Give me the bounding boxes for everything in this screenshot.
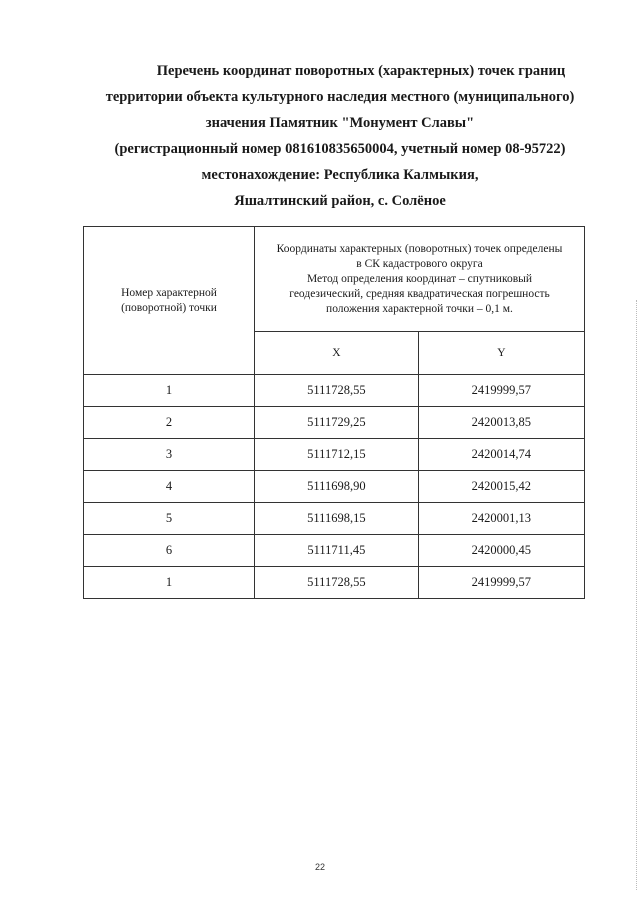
table-row <box>84 535 585 567</box>
table-row <box>84 503 585 535</box>
info-line: геодезический, средняя квадратическая погрешность <box>289 287 550 300</box>
x-coordinate-cell: 5111729,25 <box>255 407 419 439</box>
table-row <box>84 375 585 407</box>
heading-line: территории объекта культурного наследия местного (муниципального) <box>105 89 575 105</box>
y-coordinate-cell: 2419999,57 <box>418 567 584 599</box>
y-coordinate-cell: 2420000,45 <box>418 535 584 567</box>
point-number-header: Номер характерной (поворотной) точки <box>84 227 255 375</box>
coordinates-table <box>83 226 585 599</box>
heading-line: (регистрационный номер 081610835650004, учетный номер 08-95722) <box>114 141 566 157</box>
y-column-header: Y <box>418 332 584 375</box>
x-coordinate-cell: 5111698,15 <box>255 503 419 535</box>
y-coordinate-cell: 2420015,42 <box>418 471 584 503</box>
point-number-cell: 1 <box>84 567 255 599</box>
heading-line: Перечень координат поворотных (характерных) точек границ <box>156 63 566 79</box>
info-line: в СК кадастрового округа <box>356 257 483 270</box>
point-number-cell: 2 <box>84 407 255 439</box>
document-heading <box>60 58 620 214</box>
point-number-cell: 3 <box>84 439 255 471</box>
page-number: 22 <box>314 862 325 872</box>
heading-line: Яшалтинский район, с. Солёное <box>234 193 446 209</box>
table-row <box>84 439 585 471</box>
x-coordinate-cell: 5111712,15 <box>255 439 419 471</box>
y-coordinate-cell: 2420001,13 <box>418 503 584 535</box>
info-line: положения характерной точки – 0,1 м. <box>326 302 513 315</box>
y-coordinate-cell: 2420013,85 <box>418 407 584 439</box>
table-row <box>84 407 585 439</box>
y-coordinate-cell: 2420014,74 <box>418 439 584 471</box>
point-number-cell: 6 <box>84 535 255 567</box>
scan-edge-mark <box>635 300 637 890</box>
point-number-cell: 1 <box>84 375 255 407</box>
y-coordinate-cell: 2419999,57 <box>418 375 584 407</box>
x-coordinate-cell: 5111728,55 <box>255 567 419 599</box>
heading-line: местонахождение: Республика Калмыкия, <box>201 167 479 183</box>
point-number-cell: 5 <box>84 503 255 535</box>
heading-line: значения Памятник "Монумент Славы" <box>205 115 475 131</box>
x-column-header: X <box>255 332 419 375</box>
info-line: Метод определения координат – спутниковый <box>306 272 533 285</box>
table-row <box>84 567 585 599</box>
x-coordinate-cell: 5111711,45 <box>255 535 419 567</box>
info-line: Координаты характерных (поворотных) точек определены <box>276 242 563 255</box>
x-coordinate-cell: 5111698,90 <box>255 471 419 503</box>
coordinates-info-header <box>255 227 585 332</box>
x-coordinate-cell: 5111728,55 <box>255 375 419 407</box>
point-number-cell: 4 <box>84 471 255 503</box>
table-row <box>84 471 585 503</box>
